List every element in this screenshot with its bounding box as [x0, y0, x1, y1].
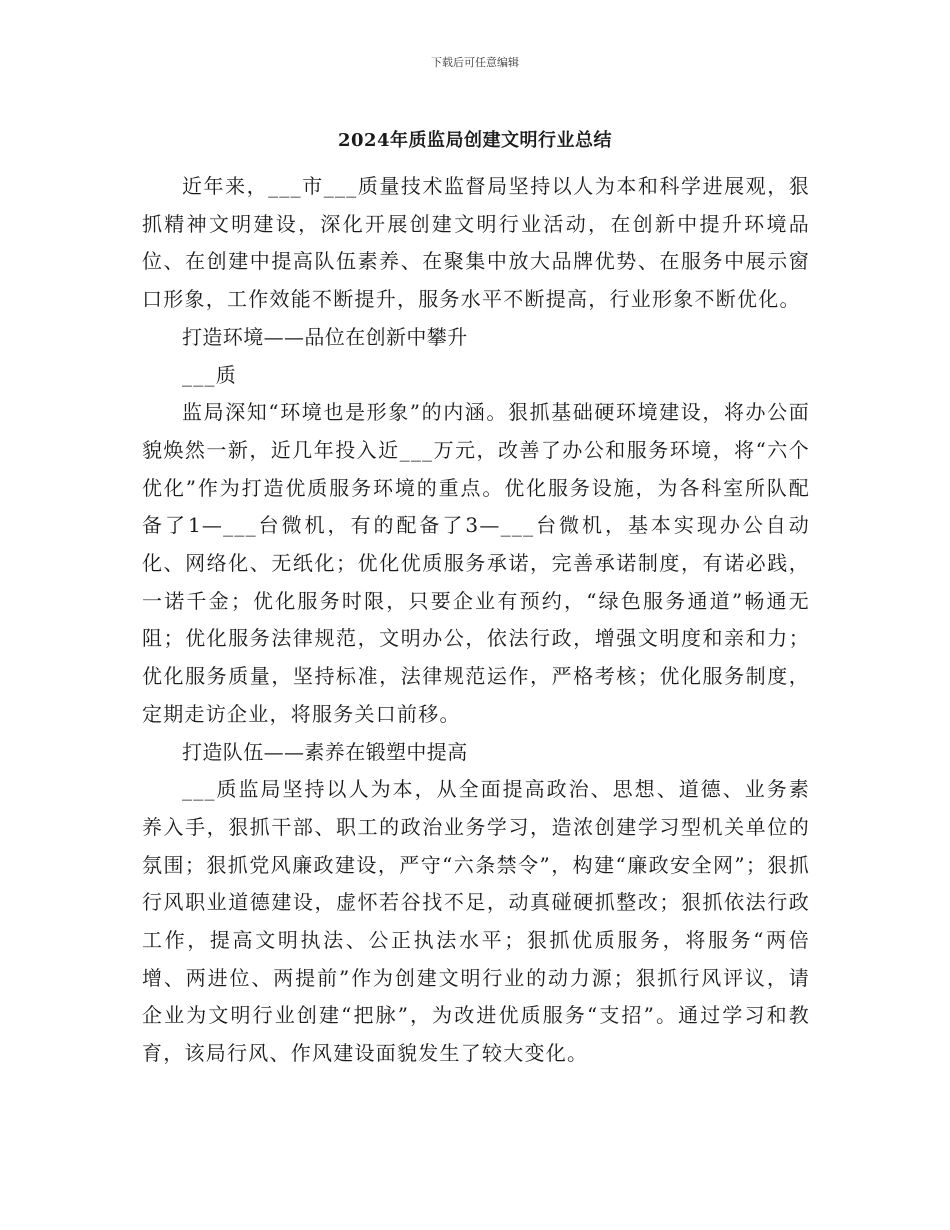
paragraph-team: ___质监局坚持以人为本，从全面提高政治、思想、道德、业务素养入手，狠抓干部、职工的政治业务学习，造浓创建学习型机关单位的氛围；狠抓党风廉政建设，严守“六条禁令”，构建“廉政安全网”；狠抓行风职业道德建设，虚怀若谷找不足，动真碰硬抓整改；狠抓依法行政工作，提高文明执法、公正执法水平；狠抓优质服务，将服务“两倍增、两进位、两提前”作为创建文明行业的动力源；狠抓行风评议，请企业为文明行业创建“把脉”，为改进优质服务“支招”。通过学习和教育，该局行风、作风建设面貌发生了较大变化。 — [142, 777, 810, 1066]
paragraph-environment: 监局深知“环境也是形象”的内涵。狠抓基础硬环境建设，将办公面貌焕然一新，近几年投入近___万元，改善了办公和服务环境，将“六个优化”作为打造优质服务环境的重点。优化服务设施，为各科室所队配备了1—___台微机，有的配备了3—___台微机，基本实现办公自动化、网络化、无纸化；优化优质服务承诺，完善承诺制度，有诺必践，一诺千金；优化服务时限，只要企业有预约，“绿色服务通道”畅通无阻；优化服务法律规范，文明办公，依法行政，增强文明度和亲和力；优化服务质量，坚持标准，法律规范运作，严格考核；优化服务制度，定期走访企业，将服务关口前移。 — [142, 400, 810, 726]
section-heading-team: 打造队伍——素养在锻塑中提高 — [182, 739, 468, 764]
paragraph-intro: 近年来，___市___质量技术监督局坚持以人为本和科学进展观，狠抓精神文明建设，深化开展创建文明行业活动，在创新中提升环境品位、在创建中提高队伍素养、在聚集中放大品牌优势、在服务中展示窗口形象，工作效能不断提升，服务水平不断提高，行业形象不断优化。 — [142, 174, 810, 312]
document-body — [142, 168, 810, 1073]
document-title: 2024年质监局创建文明行业总结 — [337, 130, 613, 151]
paragraph-fragment: ___质 — [182, 362, 237, 387]
page-header-note: 下载后可任意编辑 — [431, 56, 519, 69]
section-heading-environment: 打造环境——品位在创新中攀升 — [182, 324, 468, 349]
